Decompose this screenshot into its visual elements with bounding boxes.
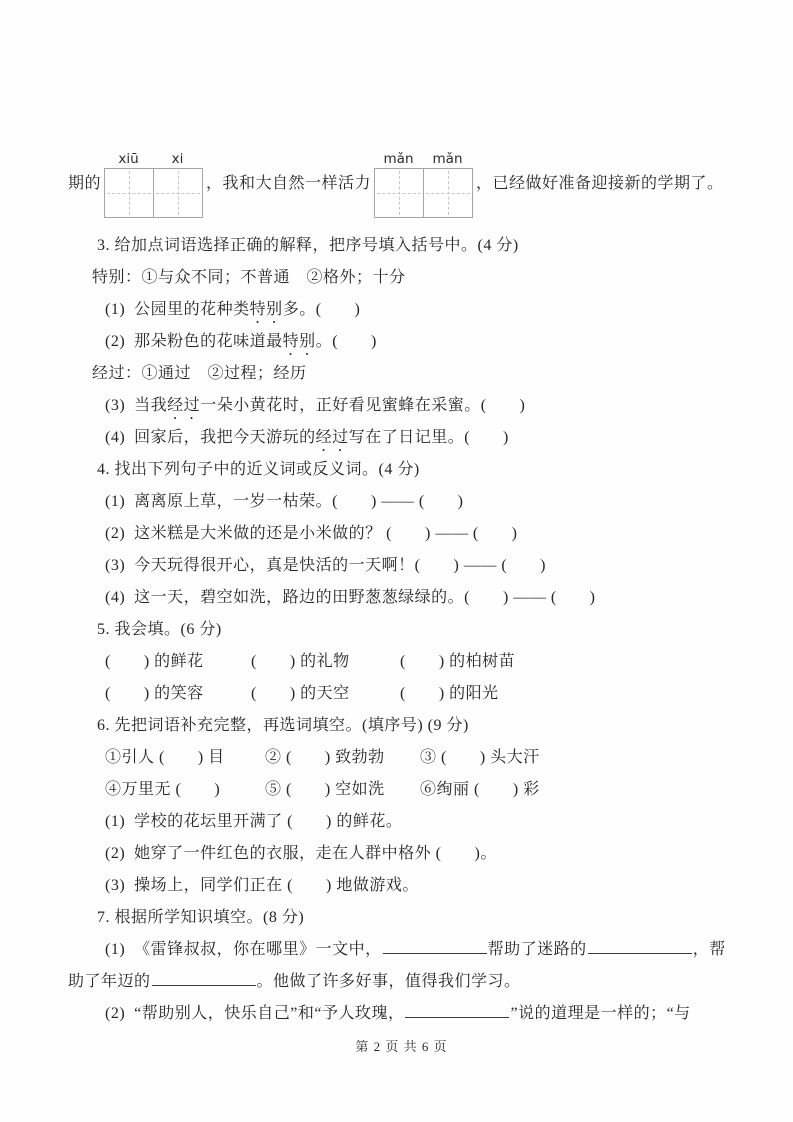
q6-options-row-2 [105,774,735,806]
item-text: 离离原上草，一岁一枯荣。( ) —— ( ) [134,493,464,510]
sentence-prefix: 期的 [68,175,102,192]
q4-item-1 [105,486,735,518]
q3-item-2 [105,326,735,358]
tianzige-grid [104,168,203,218]
fill-blank [405,1004,509,1018]
item-number: (2) [105,333,126,350]
fill-blank [383,940,487,954]
word-option: ③ ( ) 头大汗 [420,749,540,766]
q6-item-3 [105,870,735,902]
question-3-heading: 3. 给加点词语选择正确的解释，把序号填入括号中。(4 分) [97,237,519,254]
item-number: (4) [105,589,126,606]
item-number: (3) [105,397,126,414]
q3-definition-jingguo: 经过：①通过 ②过程；经历 [92,365,307,382]
item-text: 这米糕是大米做的还是小米做的？ ( ) —— ( ) [134,525,518,542]
q6-item-1 [105,806,735,838]
tianzige-grid [374,168,473,218]
emphasized-word: 经过 [315,429,349,446]
item-number: (3) [105,877,126,894]
question-7-heading: 7. 根据所学知识填空。(8 分) [97,909,305,926]
question-5-heading: 5. 我会填。(6 分) [97,621,222,638]
item-text: ”说的道理是一样的；“与 [510,1005,691,1022]
pinyin-row [104,146,203,168]
q6-options-row-1 [105,742,735,774]
item-number: (2) [105,845,126,862]
item-text: 当我 [134,397,168,414]
emphasized-word: 特别 [249,301,283,318]
fill-phrase: ( ) 的礼物 [251,653,350,670]
word-option: ⑥绚丽 ( ) 彩 [420,781,540,798]
fill-phrase: ( ) 的笑容 [105,685,204,702]
item-text: 助了年迈的 [68,973,151,990]
item-text: 今天玩得很开心，真是快活的一天啊！( ) —— ( ) [134,557,546,574]
fill-blank [152,972,256,986]
q3-item-4 [105,422,735,454]
item-text: 多。( ) [282,301,361,318]
fill-in-sentence-row [68,146,735,218]
item-text: 写在了日记里。( ) [348,429,509,446]
q7-item-1-line-2 [68,966,735,998]
emphasized-word: 特别 [282,333,316,350]
writing-boxes-xiuxi [104,146,203,218]
q5-row-2 [105,678,735,710]
word-option: ①引人 ( ) 目 [105,749,225,766]
item-number: (2) [105,525,126,542]
q4-item-3 [105,550,735,582]
q4-item-4 [105,582,735,614]
item-text: 那朵粉色的花味道最 [134,333,283,350]
emphasized-word: 经过 [167,397,201,414]
fill-phrase: ( ) 的阳光 [400,685,499,702]
q3-item-1 [105,294,735,326]
item-number: (1) [105,493,126,510]
item-number: (2) [105,1005,126,1022]
q3-item-3 [105,390,735,422]
pinyin-label: xi [171,150,184,167]
q7-item-1-line-1 [105,934,735,966]
writing-cell [105,169,153,217]
item-text: ，帮 [692,941,726,958]
q4-item-2 [105,518,735,550]
writing-cell [423,169,472,217]
writing-boxes-manman [374,146,473,218]
word-option: ④万里无 ( ) [105,781,221,798]
item-number: (4) [105,429,126,446]
writing-cell [153,169,202,217]
item-text: 。他做了许多好事，值得我们学习。 [256,973,521,990]
item-text: 一朵小黄花时，正好看见蜜蜂在采蜜。( ) [200,397,526,414]
pinyin-row [374,146,473,168]
sentence-middle: ，我和大自然一样活力 [206,175,372,192]
item-text: 她穿了一件红色的衣服，走在人群中格外 ( )。 [134,845,497,862]
q7-item-2 [105,998,735,1030]
item-number: (1) [105,813,126,830]
fill-phrase: ( ) 的鲜花 [105,653,204,670]
item-number: (3) [105,557,126,574]
sentence-suffix: ，已经做好准备迎接新的学期了。 [476,175,724,192]
pinyin-label: xiū [118,150,139,167]
item-text: 学校的花坛里开满了 ( ) 的鲜花。 [134,813,403,830]
question-4-heading: 4. 找出下列句子中的近义词或反义词。(4 分) [97,461,420,478]
fill-phrase: ( ) 的天空 [251,685,350,702]
page-number-footer: 第 2 页 共 6 页 [355,1039,448,1054]
q3-definition-tebie: 特别：①与众不同；不普通 ②格外；十分 [92,269,406,286]
item-text: 。( ) [315,333,377,350]
item-text: 操场上，同学们正在 ( ) 地做游戏。 [134,877,419,894]
fill-blank [588,940,692,954]
item-text: 公园里的花种类 [134,301,250,318]
item-text: 回家后，我把今天游玩的 [134,429,316,446]
pinyin-label: mǎn [383,150,414,167]
item-text: 这一天，碧空如洗，路边的田野葱葱绿绿的。( ) —— ( ) [134,589,596,606]
question-6-heading: 6. 先把词语补充完整，再选词填空。(填序号) (9 分) [97,717,469,734]
item-number: (1) [105,941,126,958]
fill-phrase: ( ) 的柏树苗 [400,653,516,670]
item-text: “帮助别人，快乐自己”和“予人玫瑰， [134,1005,405,1022]
word-option: ⑤ ( ) 空如洗 [265,781,385,798]
word-option: ② ( ) 致勃勃 [265,749,385,766]
pinyin-label: mǎn [432,150,463,167]
q6-item-2 [105,838,735,870]
writing-cell [375,169,423,217]
q5-row-1 [105,646,735,678]
item-text: 帮助了迷路的 [487,941,587,958]
item-text: 《雷锋叔叔，你在哪里》一文中， [134,941,382,958]
item-number: (1) [105,301,126,318]
